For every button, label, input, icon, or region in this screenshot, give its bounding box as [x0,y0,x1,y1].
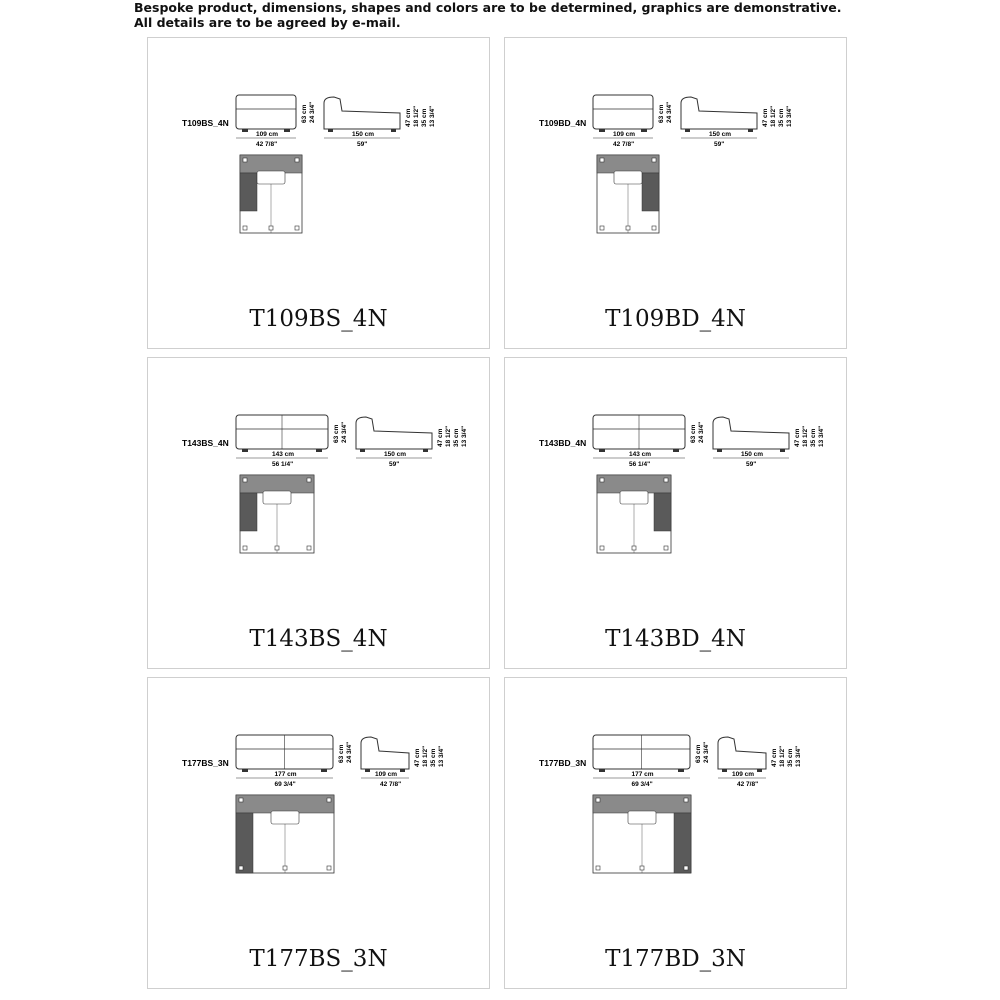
arm-height-cm: 35 cm [778,108,785,127]
height-inches: 24 3/4" [309,101,316,123]
side-elevation [718,737,766,772]
model-code: T177BS_3N [182,758,229,768]
product-card [147,37,490,349]
side-elevation [324,97,400,132]
seat-height-cm: 47 cm [762,108,769,127]
front-elevation [236,735,333,772]
foot [722,769,727,772]
foot-marker [664,546,668,550]
height-cm: 63 cm [695,744,702,763]
width-cm: 177 cm [274,771,297,778]
foot [242,769,248,772]
sofa-diagram [148,678,491,948]
sofa-diagram [148,38,491,308]
foot-marker [600,546,604,550]
arm-height-cm: 35 cm [453,428,460,447]
foot [673,449,679,452]
model-caption: T143BS_4N [249,626,388,652]
seat-height-cm: 47 cm [414,748,421,767]
back-cushion [597,475,671,493]
front-elevation [236,95,296,132]
back-cushion [593,795,691,813]
foot [242,129,248,132]
seat-height-inches: 18 1/2" [779,745,786,767]
width-inches: 42 7/8" [256,141,278,148]
product-card [147,357,490,669]
foot-marker [307,546,311,550]
width-cm: 109 cm [256,131,279,138]
foot [685,129,690,132]
side-elevation [356,417,432,452]
back-cushion [240,155,302,173]
width-cm: 143 cm [629,451,652,458]
width-inches: 56 1/4" [629,461,651,468]
back-cushion [597,155,659,173]
plan-view [236,795,334,873]
foot-marker [664,478,668,482]
foot [757,769,762,772]
seat-height-cm: 47 cm [771,748,778,767]
plan-view [240,475,314,553]
foot [321,769,327,772]
seat-cushion [271,811,299,824]
sofa-diagram [505,38,848,308]
arm-height-inches: 13 3/4" [795,745,802,767]
seat-cushion [614,171,642,184]
width-inches: 56 1/4" [272,461,294,468]
seat-height-inches: 18 1/2" [422,745,429,767]
height-inches: 24 3/4" [698,421,705,443]
foot-marker [269,226,273,230]
foot [423,449,428,452]
depth-inches: 59" [714,141,725,148]
side-outline [356,417,432,449]
plan-view [593,795,691,873]
side-module [240,173,257,211]
arm-height-inches: 13 3/4" [438,745,445,767]
foot [599,769,605,772]
foot-marker [327,866,331,870]
foot [360,449,365,452]
seat-height-cm: 47 cm [794,428,801,447]
arm-height-inches: 13 3/4" [786,105,793,127]
depth-inches: 59" [389,461,400,468]
model-code: T109BS_4N [182,118,229,128]
foot-marker [652,158,656,162]
height-inches: 24 3/4" [703,741,710,763]
foot-marker [684,866,688,870]
foot-marker [596,866,600,870]
foot [242,449,248,452]
seat-height-inches: 18 1/2" [802,425,809,447]
foot-marker [626,226,630,230]
foot-marker [307,478,311,482]
arm-height-inches: 13 3/4" [818,425,825,447]
foot-marker [295,226,299,230]
arm-height-cm: 35 cm [430,748,437,767]
foot-marker [684,798,688,802]
plan-view [597,475,671,553]
model-caption: T109BD_4N [605,306,746,332]
arm-height-cm: 35 cm [810,428,817,447]
foot [365,769,370,772]
front-elevation [593,415,685,452]
foot-marker [600,226,604,230]
height-cm: 63 cm [301,104,308,123]
foot [284,129,290,132]
foot-marker [327,798,331,802]
height-inches: 24 3/4" [666,101,673,123]
foot-marker [239,866,243,870]
side-outline [718,737,766,769]
depth-cm: 109 cm [732,771,755,778]
foot-marker [243,158,247,162]
seat-height-inches: 18 1/2" [413,105,420,127]
model-code: T109BD_4N [539,118,587,128]
foot [328,129,333,132]
depth-cm: 150 cm [384,451,407,458]
height-cm: 63 cm [338,744,345,763]
foot [316,449,322,452]
depth-inches: 42 7/8" [380,781,402,788]
product-card [504,357,847,669]
depth-inches: 59" [746,461,757,468]
product-card [504,37,847,349]
sofa-diagram [505,358,848,628]
model-code: T143BD_4N [539,438,587,448]
depth-inches: 59" [357,141,368,148]
depth-cm: 150 cm [709,131,732,138]
seat-height-inches: 18 1/2" [445,425,452,447]
model-caption: T109BS_4N [249,306,388,332]
foot [748,129,753,132]
foot [717,449,722,452]
sofa-diagram [505,678,848,948]
side-elevation [681,97,757,132]
height-cm: 63 cm [690,424,697,443]
foot-marker [243,226,247,230]
arm-height-cm: 35 cm [421,108,428,127]
front-elevation [593,735,690,772]
model-code: T177BD_3N [539,758,587,768]
foot-marker [243,546,247,550]
product-card [147,677,490,989]
depth-cm: 150 cm [741,451,764,458]
seat-height-cm: 47 cm [437,428,444,447]
arm-height-inches: 13 3/4" [461,425,468,447]
foot [678,769,684,772]
model-caption: T177BD_3N [605,946,746,972]
width-cm: 177 cm [631,771,654,778]
side-outline [681,97,757,129]
front-elevation [593,95,653,132]
foot-marker [640,866,644,870]
foot [641,129,647,132]
seat-cushion [620,491,648,504]
foot [780,449,785,452]
width-cm: 143 cm [272,451,295,458]
seat-cushion [263,491,291,504]
foot-marker [239,798,243,802]
side-elevation [713,417,789,452]
foot-marker [596,798,600,802]
depth-cm: 150 cm [352,131,375,138]
notice-text: Bespoke product, dimensions, shapes and colors are to be determined, graphics are demonstrative. All details are to be agreed by e-mail. [134,0,842,30]
side-module [654,493,671,531]
seat-height-cm: 47 cm [405,108,412,127]
front-outline [236,95,296,129]
side-outline [361,737,409,769]
arm-height-cm: 35 cm [787,748,794,767]
depth-inches: 42 7/8" [737,781,759,788]
model-caption: T177BS_3N [249,946,388,972]
foot-marker [600,478,604,482]
foot-marker [600,158,604,162]
foot [599,449,605,452]
model-caption: T143BD_4N [605,626,746,652]
height-cm: 63 cm [333,424,340,443]
side-elevation [361,737,409,772]
seat-cushion [257,171,285,184]
width-inches: 69 3/4" [631,781,653,788]
plan-view [597,155,659,233]
model-code: T143BS_4N [182,438,229,448]
side-module [236,813,253,873]
arm-height-inches: 13 3/4" [429,105,436,127]
side-outline [713,417,789,449]
sofa-diagram [148,358,491,628]
front-elevation [236,415,328,452]
side-outline [324,97,400,129]
foot-marker [243,478,247,482]
front-outline [593,95,653,129]
depth-cm: 109 cm [375,771,398,778]
height-cm: 63 cm [658,104,665,123]
width-inches: 69 3/4" [274,781,296,788]
width-inches: 42 7/8" [613,141,635,148]
foot-marker [295,158,299,162]
foot [599,129,605,132]
plan-view [240,155,302,233]
height-inches: 24 3/4" [346,741,353,763]
height-inches: 24 3/4" [341,421,348,443]
foot-marker [275,546,279,550]
seat-height-inches: 18 1/2" [770,105,777,127]
side-module [240,493,257,531]
side-module [642,173,659,211]
side-module [674,813,691,873]
back-cushion [240,475,314,493]
foot-marker [632,546,636,550]
foot-marker [652,226,656,230]
back-cushion [236,795,334,813]
width-cm: 109 cm [613,131,636,138]
foot [391,129,396,132]
foot-marker [283,866,287,870]
seat-cushion [628,811,656,824]
foot [400,769,405,772]
product-card [504,677,847,989]
